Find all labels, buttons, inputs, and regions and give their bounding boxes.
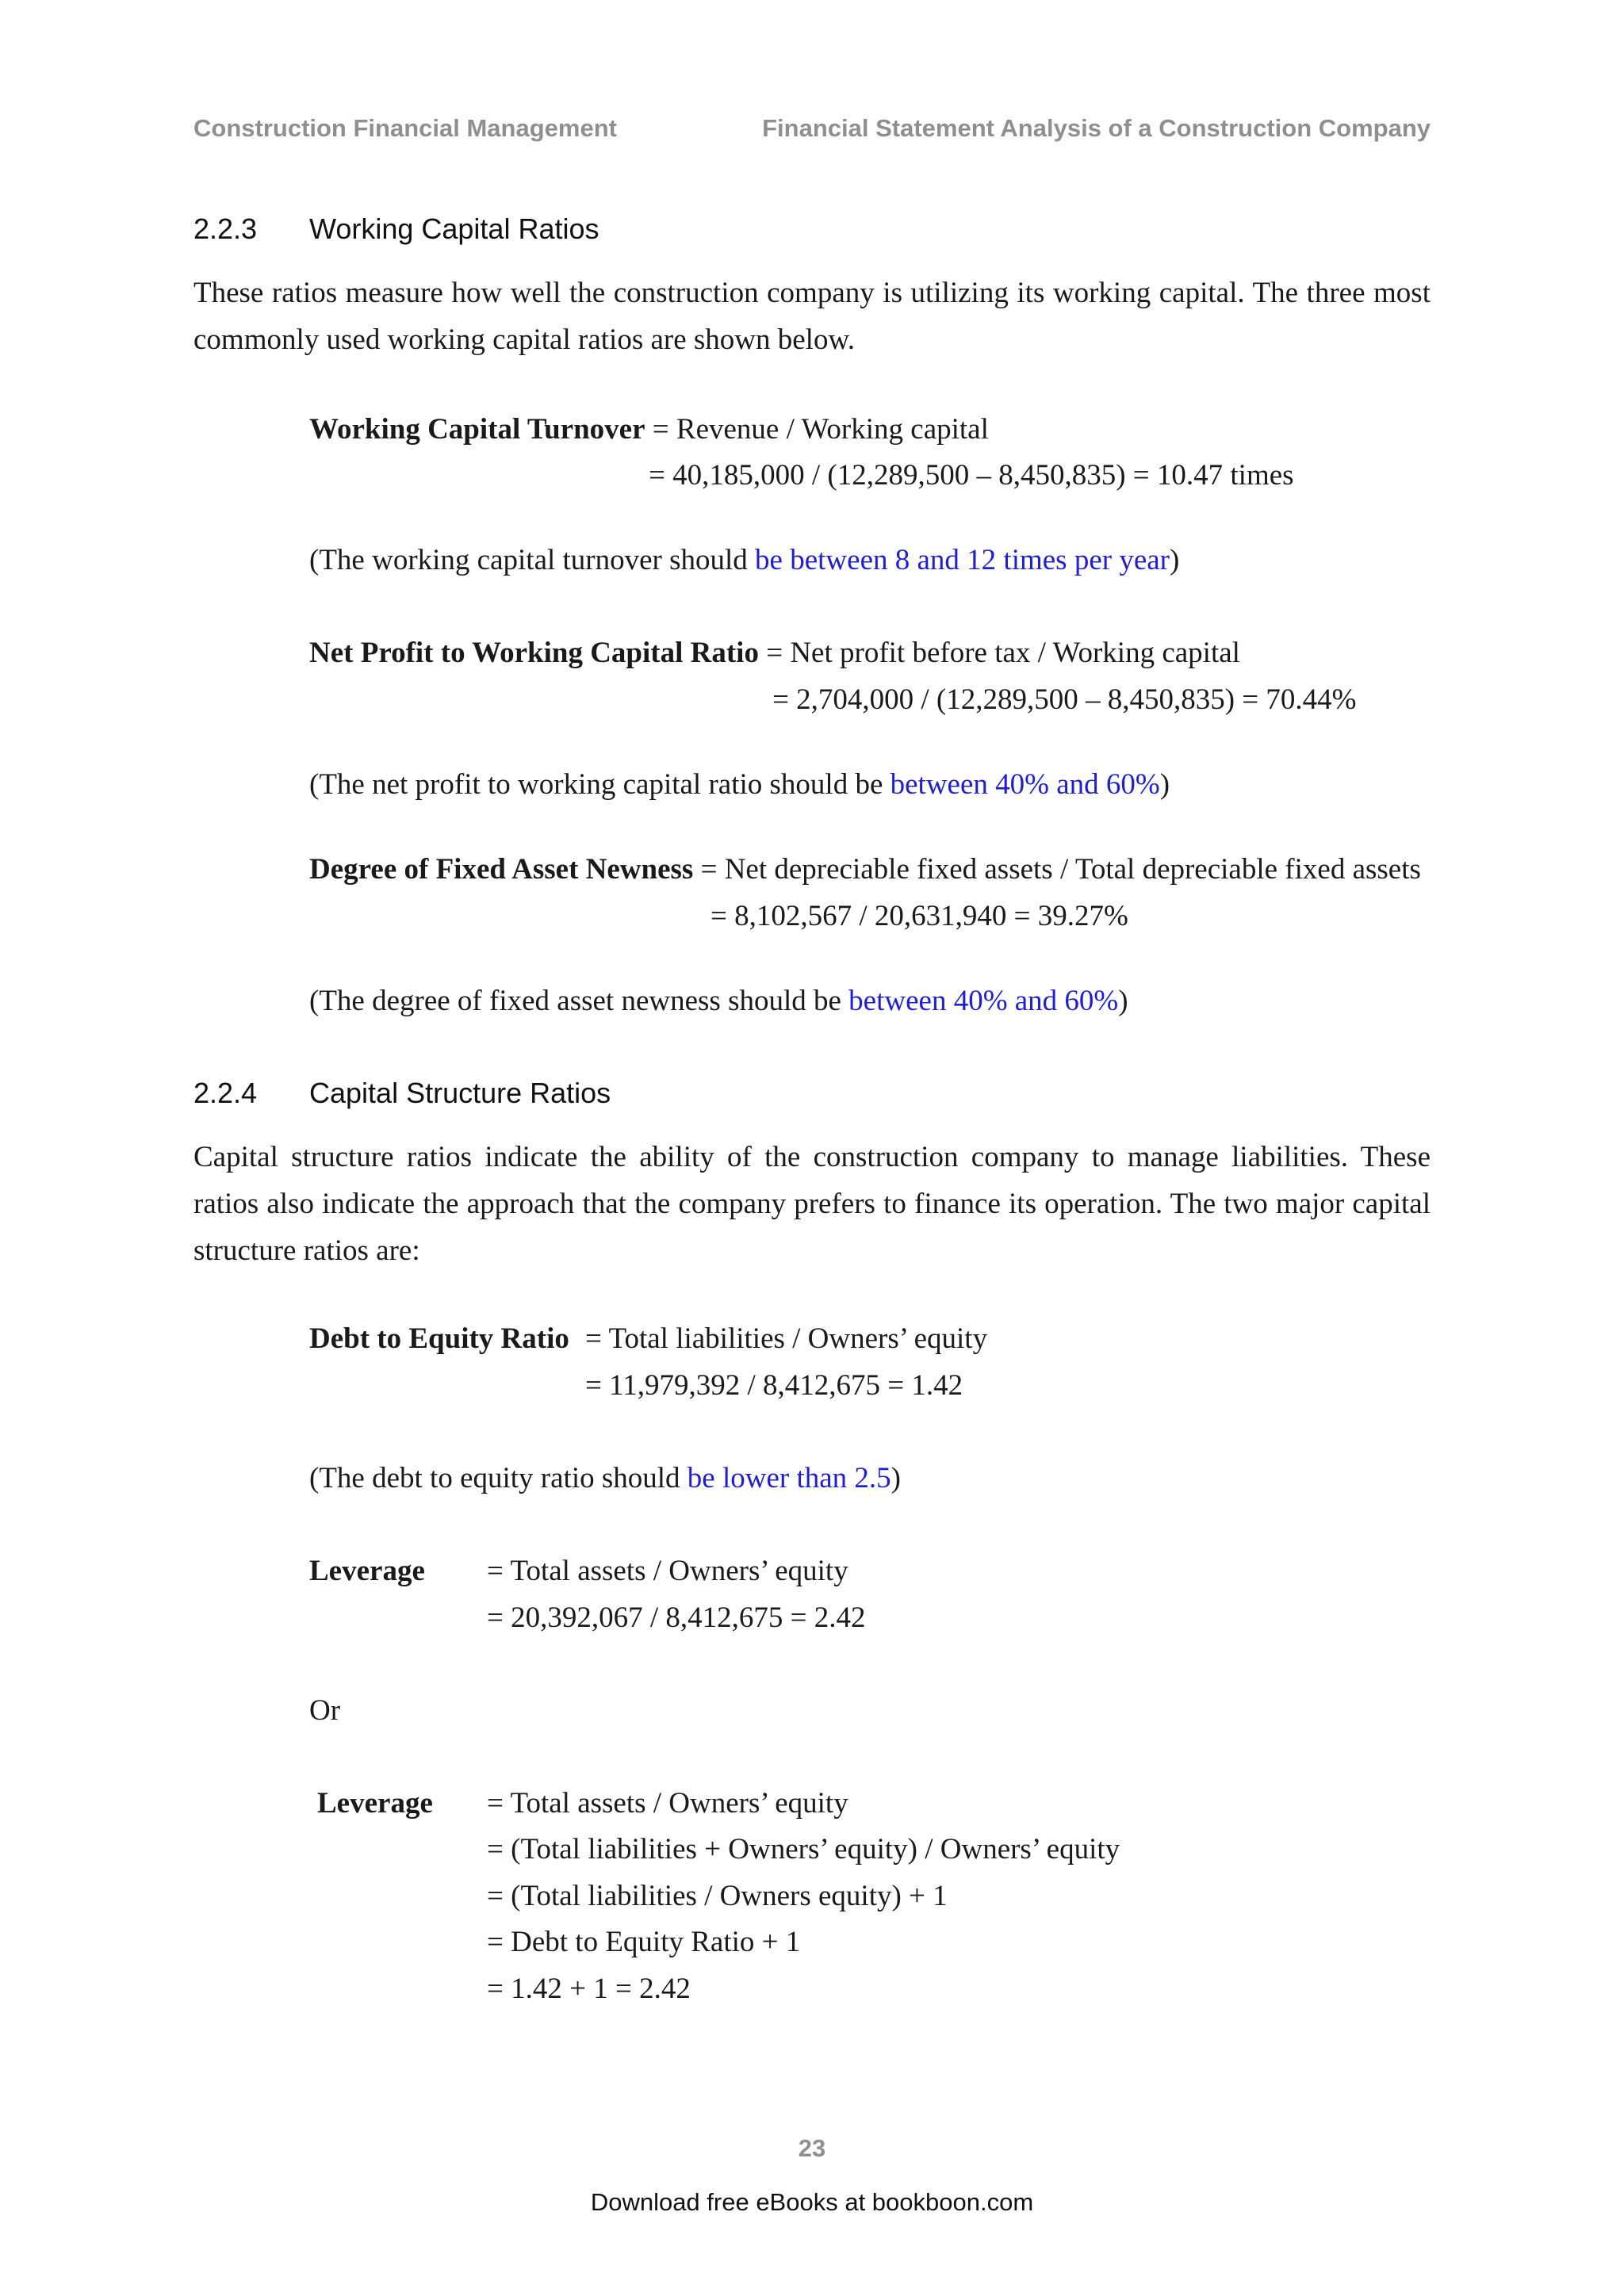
ratio-formula: = Revenue / Working capital — [645, 413, 989, 446]
note-close: ) — [891, 1462, 901, 1494]
debt-to-equity-note — [309, 1461, 901, 1495]
note-text: (The net profit to working capital ratio should be — [309, 768, 891, 801]
leverage-formula: = Total assets / Owners’ equity — [487, 1555, 848, 1587]
leverage-derivation-line: = (Total liabilities + Owners’ equity) / Owners’ equity — [487, 1833, 1120, 1866]
ratio-label: Net Profit to Working Capital Ratio — [309, 637, 759, 669]
ratio-label: Degree of Fixed Asset Newness — [309, 853, 694, 886]
ratio-label: Debt to Equity Ratio — [309, 1322, 569, 1355]
note-text: (The working capital turnover should — [309, 544, 756, 576]
ratio-label: Leverage — [309, 1555, 425, 1587]
fixed-asset-newness-calculation: = 8,102,567 / 20,631,940 = 39.27% — [710, 900, 1128, 932]
note-benchmark: be between 8 and 12 times per year — [755, 544, 1170, 576]
debt-to-equity-calculation: = 11,979,392 / 8,412,675 = 1.42 — [585, 1369, 963, 1402]
debt-to-equity-formula-rhs: = Total liabilities / Owners’ equity — [585, 1322, 988, 1355]
running-header-left: Construction Financial Management — [193, 114, 617, 142]
leverage-label — [309, 1554, 425, 1588]
ratio-formula: = Net depreciable fixed assets / Total depreciable fixed assets — [693, 853, 1421, 886]
section-intro-paragraph: Capital structure ratios indicate the ability of the construction company to manage liabilities. These ratios also indicate the approach that the company prefers to finance its operation. The two major capital structure ratios are: — [193, 1141, 1431, 1267]
ratio-label: Working Capital Turnover — [309, 413, 645, 446]
ratio-label: Leverage — [317, 1787, 433, 1820]
note-text: (The degree of fixed asset newness should be — [309, 985, 849, 1017]
leverage-derivation-line: = 1.42 + 1 = 2.42 — [487, 1973, 691, 2005]
note-benchmark: be lower than 2.5 — [687, 1462, 891, 1494]
working-capital-turnover-formula — [309, 412, 989, 446]
ratio-formula: = Net profit before tax / Working capital — [758, 637, 1240, 669]
working-capital-turnover-note — [309, 543, 1179, 577]
note-text: (The debt to equity ratio should — [309, 1462, 688, 1494]
section-heading-2-2-3 — [193, 212, 599, 246]
net-profit-working-capital-calculation: = 2,704,000 / (12,289,500 – 8,450,835) = 70.44% — [772, 683, 1357, 716]
leverage-derivation-line: = Total assets / Owners’ equity — [487, 1787, 848, 1820]
leverage-derivation-label — [317, 1786, 433, 1820]
debt-to-equity-formula — [309, 1322, 569, 1356]
footer-text: Download free eBooks at bookboon.com — [590, 2188, 1034, 2216]
note-close: ) — [1118, 985, 1128, 1017]
section-intro-paragraph: These ratios measure how well the construction company is utilizing its working capital. The three most commonly used working capital ratios are shown below. — [193, 277, 1431, 356]
section-title: Capital Structure Ratios — [309, 1077, 611, 1109]
section-title: Working Capital Ratios — [309, 212, 599, 245]
leverage-calculation: = 20,392,067 / 8,412,675 = 2.42 — [487, 1601, 866, 1634]
page-number: 23 — [798, 2134, 826, 2162]
note-benchmark: between 40% and 60% — [890, 768, 1160, 801]
fixed-asset-newness-note — [309, 984, 1128, 1018]
net-profit-working-capital-formula — [309, 636, 1240, 670]
running-header-right: Financial Statement Analysis of a Construction Company — [762, 114, 1431, 142]
note-close: ) — [1169, 544, 1180, 576]
section-number: 2.2.3 — [193, 212, 258, 245]
note-close: ) — [1159, 768, 1170, 801]
section-number: 2.2.4 — [193, 1077, 258, 1109]
note-benchmark: between 40% and 60% — [848, 985, 1119, 1017]
fixed-asset-newness-formula — [309, 852, 1421, 886]
leverage-derivation-line: = Debt to Equity Ratio + 1 — [487, 1926, 801, 1958]
working-capital-turnover-calculation: = 40,185,000 / (12,289,500 – 8,450,835) = 10.47 times — [649, 459, 1294, 492]
or-text: Or — [309, 1694, 341, 1727]
net-profit-working-capital-note — [309, 767, 1170, 802]
leverage-derivation-line: = (Total liabilities / Owners equity) + 1 — [487, 1880, 948, 1912]
section-heading-2-2-4 — [193, 1077, 611, 1110]
